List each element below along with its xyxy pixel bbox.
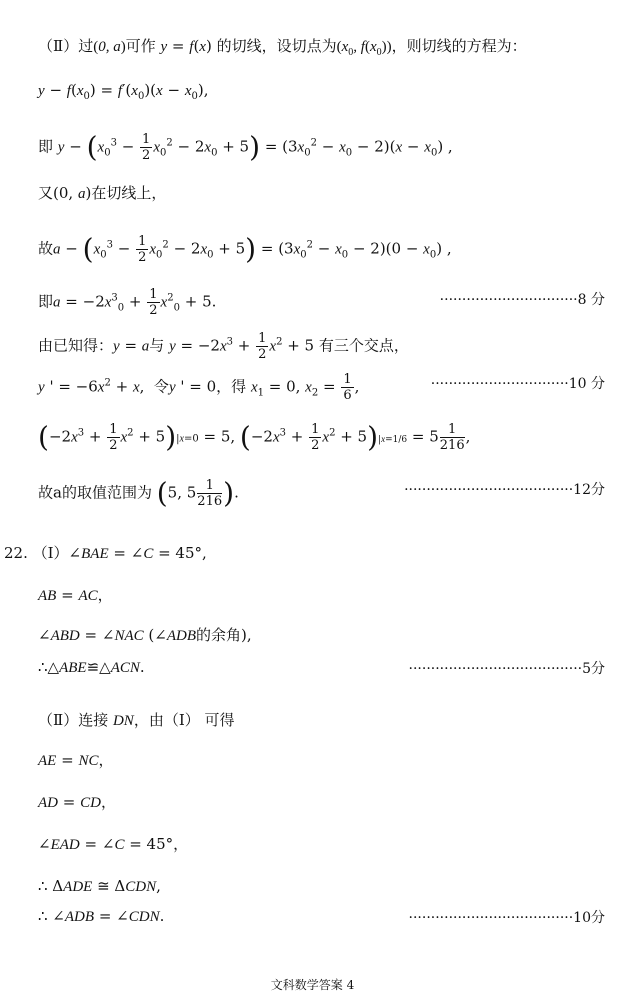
q22-congruence-1: ∴△ABE≌△ACN. bbox=[38, 658, 145, 676]
page-footer: 文科数学答案 4 bbox=[270, 978, 355, 992]
values-line: ($-2x^3$ + $\frac{1}{2}$ $x^2 + 5)|x=0 = 5$, ($-2x^3$ + $\frac{1}{2}$ $x^2 + 5)|x=1/6 = 5$ $\frac{1}{216}$ , bbox=[38, 420, 471, 454]
a-expression: 即$a = -2x^3_0$ + $\frac{1}{2}$ $x^2_0 + 5$. bbox=[38, 287, 217, 318]
point-on-tangent: 又(0, a)在切线上， bbox=[38, 184, 167, 202]
score-10: ·······························10 分 bbox=[430, 376, 605, 392]
score-8: ·······························8 分 bbox=[439, 292, 605, 308]
substituted-equation: 故$a - (x_0^3$ − $\frac{1}{2}$ $x_0^2 - 2x_0 + 5) = (3x_0^2 - x_0 - 2)(0 - x_0)$ , bbox=[38, 232, 452, 266]
q22-part2: （Ⅱ）连接 DN，由（Ⅰ） 可得 bbox=[38, 711, 235, 729]
score-10b: ·····································10分 bbox=[408, 910, 605, 926]
q22-congruence-2: ∴ ΔADE ≅ ΔCDN, bbox=[38, 877, 161, 895]
known-condition: 由已知得：y = a与 $y = -2x^3$ + $\frac{1}{2}$ $x^2 + 5$ 有三个交点， bbox=[38, 331, 409, 362]
derivative-line: y ' = $-6x^2 + x$, 令y ' = 0，得 $x_1 = 0$, $x_2$ = $\frac{1}{6}$ , bbox=[38, 372, 360, 403]
q22-ad-cd: AD = CD， bbox=[38, 793, 116, 811]
q22-conclusion: ∴ ∠ADB = ∠CDN. bbox=[38, 907, 165, 925]
score-5: ·······································5分 bbox=[408, 661, 605, 677]
part2-intro: （Ⅱ）过(0, a)可作 y = f(x) 的切线，设切点为($x_0$, $f(x_0)$)，则切线的方程为： bbox=[38, 37, 527, 58]
score-12: ······································12分 bbox=[404, 482, 605, 498]
q22-angle-abd: ∠ABD = ∠NAC (∠ADB的余角), bbox=[38, 626, 252, 644]
q22-ae-nc: AE = NC， bbox=[38, 751, 114, 769]
expanded-tangent: 即 $y - (x_0^3$ − $\frac{1}{2}$ $x_0^2 - 2x_0 + 5) = (3x_0^2 - x_0 - 2)(x - x_0)$ , bbox=[38, 130, 453, 164]
range-line: 故a的取值范围为 (5, 5 $\frac{1}{216}$ ). bbox=[38, 476, 239, 510]
q22-part1: 22. （Ⅰ）∠BAE = ∠C = 45°, bbox=[4, 544, 207, 562]
q22-ab-ac: AB = AC， bbox=[38, 586, 113, 604]
tangent-equation: $y - f(x_0) = f'(x_0)(x - x_0)$, bbox=[38, 81, 209, 102]
q22-angle-ead: ∠EAD = ∠C = 45°， bbox=[38, 835, 189, 853]
